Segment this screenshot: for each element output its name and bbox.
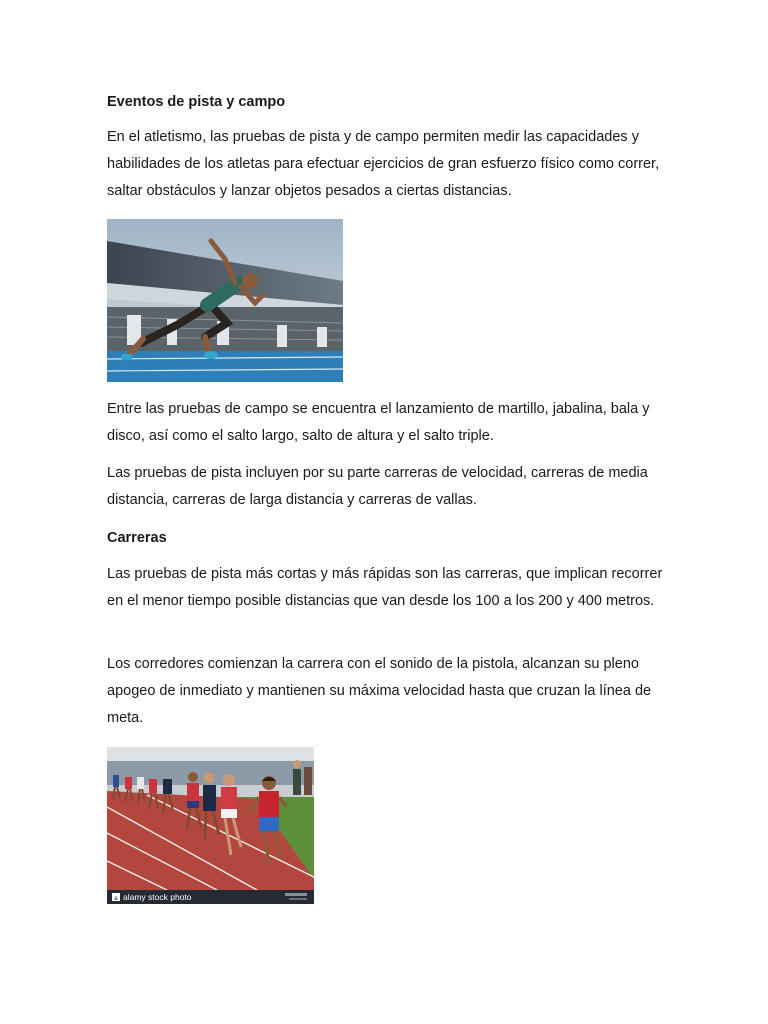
- paragraph: Las pruebas de pista incluyen por su parte carreras de velocidad, carreras de media distancia, carreras de larga distancia y carreras de vallas.: [107, 465, 648, 508]
- paragraph: Las pruebas de pista más cortas y más rápidas son las carreras, que implican recorrer en el menor tiempo posible distancias que van desde los 100 a los 200 y 400 metros.: [107, 566, 663, 609]
- paragraph: Los corredores comienzan la carrera con el sonido de la pistola, alcanzan su pleno apogeo de inmediato y mantienen su máxima velocidad hasta que cruzan la línea de meta.: [107, 656, 652, 726]
- section-heading: Carreras: [107, 530, 167, 546]
- watermark-text: alamy stock photo: [123, 892, 192, 902]
- race-photo: [107, 747, 314, 904]
- paragraph: En el atletismo, las pruebas de pista y de campo permiten medir las capacidades y habilidades de los atletas para efectuar ejercicios de gran esfuerzo físico como correr, saltar obstáculos y lanzar objetos pesados a ciertas distancias.: [107, 129, 660, 199]
- svg-text:a: a: [114, 895, 118, 902]
- paragraph: Entre las pruebas de campo se encuentra el lanzamiento de martillo, jabalina, bala y disco, así como el salto largo, salto de altura y el salto triple.: [107, 401, 650, 444]
- section-heading: Eventos de pista y campo: [107, 94, 286, 110]
- sprinter-photo: [107, 219, 343, 382]
